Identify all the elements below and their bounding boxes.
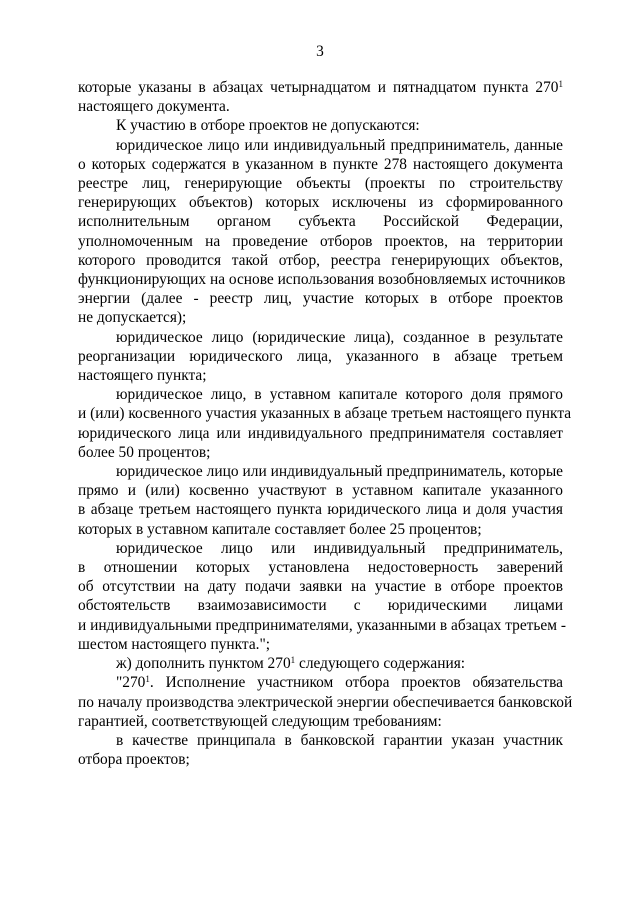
text-line <box>78 443 563 462</box>
text-line <box>78 654 563 673</box>
text-run: которых в уставном капитале составляет более 25 процентов; <box>78 520 482 538</box>
text-run: юридическое лицо или индивидуальный предприниматель, <box>116 539 563 557</box>
text-run: не допускается); <box>78 309 187 327</box>
text-line <box>78 136 563 155</box>
text-run: в качестве принципала в банковской гарантии указан участник <box>116 731 563 749</box>
text-run: реорганизации юридического лица, указанного в абзаце третьем <box>78 347 563 365</box>
text-run: шестом настоящего пункта."; <box>78 635 271 653</box>
text-line <box>78 174 563 193</box>
text-run: и индивидуальными предпринимателями, указанными в абзацах третьем - <box>78 616 566 634</box>
text-line <box>78 539 563 558</box>
text-line <box>78 424 563 443</box>
text-run: юридическое лицо (юридические лица), созданное в результате <box>116 328 563 346</box>
text-line <box>78 673 563 692</box>
text-run: настоящего пункта; <box>78 367 207 385</box>
text-line <box>78 97 563 116</box>
text-line <box>78 78 563 97</box>
superscript: 1 <box>558 79 563 89</box>
paragraph <box>78 385 572 462</box>
text-line <box>78 251 563 270</box>
document-text <box>78 78 573 769</box>
text-line <box>78 385 563 404</box>
text-line <box>78 270 566 289</box>
paragraph <box>78 136 566 328</box>
paragraph <box>78 654 563 673</box>
text-run: исполнительным органом субъекта Российской Федерации, <box>78 213 563 231</box>
text-run: К участию в отборе проектов не допускаются: <box>116 117 420 135</box>
text-run: о которых содержатся в указанном в пункте 278 настоящего документа <box>78 155 563 173</box>
text-run: обстоятельств взаимозависимости с юридическими лицами <box>78 597 563 615</box>
text-line <box>78 693 573 712</box>
paragraph <box>78 78 563 116</box>
text-run: энергии (далее - реестр лиц, участие которых в отборе проектов <box>78 290 563 308</box>
text-line <box>78 193 563 212</box>
paragraph <box>78 328 563 386</box>
text-line <box>78 366 563 385</box>
text-run: отбора проектов; <box>78 751 190 769</box>
text-line <box>78 635 563 654</box>
text-run: юридическое лицо или индивидуальный предприниматель, данные <box>116 136 563 154</box>
text-line <box>78 232 563 251</box>
text-run: юридического лица или индивидуального предпринимателя составляет <box>78 424 563 442</box>
text-line <box>78 462 563 481</box>
text-run: и (или) косвенного участия указанных в абзаце третьем настоящего пункта <box>78 405 572 423</box>
text-line <box>78 155 563 174</box>
text-line <box>78 731 563 750</box>
text-line <box>78 500 563 519</box>
text-run: настоящего документа. <box>78 98 230 116</box>
paragraph <box>78 539 566 654</box>
text-line <box>78 616 566 635</box>
text-run: уполномоченным на проведение отборов проектов, на территории <box>78 232 563 250</box>
text-line <box>78 347 563 366</box>
text-line <box>78 308 563 327</box>
text-run: гарантией, соответствующей следующим требованиям: <box>78 712 442 730</box>
text-line <box>78 596 563 615</box>
paragraph <box>78 116 563 135</box>
text-run: об отсутствии на дату подачи заявки на участие в отборе проектов <box>78 578 563 596</box>
text-line <box>78 577 563 596</box>
text-line <box>78 481 563 500</box>
text-run: ж) дополнить пунктом 270 <box>116 655 291 673</box>
text-run: генерирующих объектов) которых исключены из сформированного <box>78 194 563 212</box>
text-run: юридическое лицо, в уставном капитале которого доля прямого <box>116 386 563 404</box>
text-run: прямо и (или) косвенно участвуют в уставном капитале указанного <box>78 482 563 500</box>
text-line <box>78 750 563 769</box>
text-line <box>78 116 563 135</box>
paragraph <box>78 673 573 731</box>
text-run: по началу производства электрической энергии обеспечивается банковской <box>78 693 573 711</box>
text-run: "270 <box>116 674 146 692</box>
text-run: . Исполнение участником отбора проектов обязательства <box>149 674 563 692</box>
superscript: 1 <box>290 655 296 666</box>
paragraph <box>78 462 563 539</box>
page-number: 3 <box>316 43 324 60</box>
text-run: следующего содержания: <box>295 655 466 673</box>
text-line <box>78 328 563 347</box>
text-run: более 50 процентов; <box>78 443 211 461</box>
text-line <box>78 520 563 539</box>
text-line <box>78 712 563 731</box>
text-run: реестре лиц, генерирующие объекты (проекты по строительству <box>78 175 563 193</box>
superscript: 1 <box>145 674 150 685</box>
text-run: функционирующих на основе использования возобновляемых источников <box>78 271 566 289</box>
text-run: которые указаны в абзацах четырнадцатом и пятнадцатом пункта 270 <box>78 79 559 96</box>
text-run: в абзаце третьем настоящего пункта юридического лица и доля участия <box>78 501 563 519</box>
text-line <box>78 558 563 577</box>
paragraph <box>78 731 563 769</box>
text-run: в отношении которых установлена недостоверность заверений <box>78 559 563 577</box>
text-line <box>78 404 572 423</box>
text-line <box>78 212 563 231</box>
text-run: которого проводится такой отбор, реестра генерирующих объектов, <box>78 251 563 269</box>
text-line <box>78 289 563 308</box>
text-run: юридическое лицо или индивидуальный предприниматель, которые <box>116 463 563 481</box>
